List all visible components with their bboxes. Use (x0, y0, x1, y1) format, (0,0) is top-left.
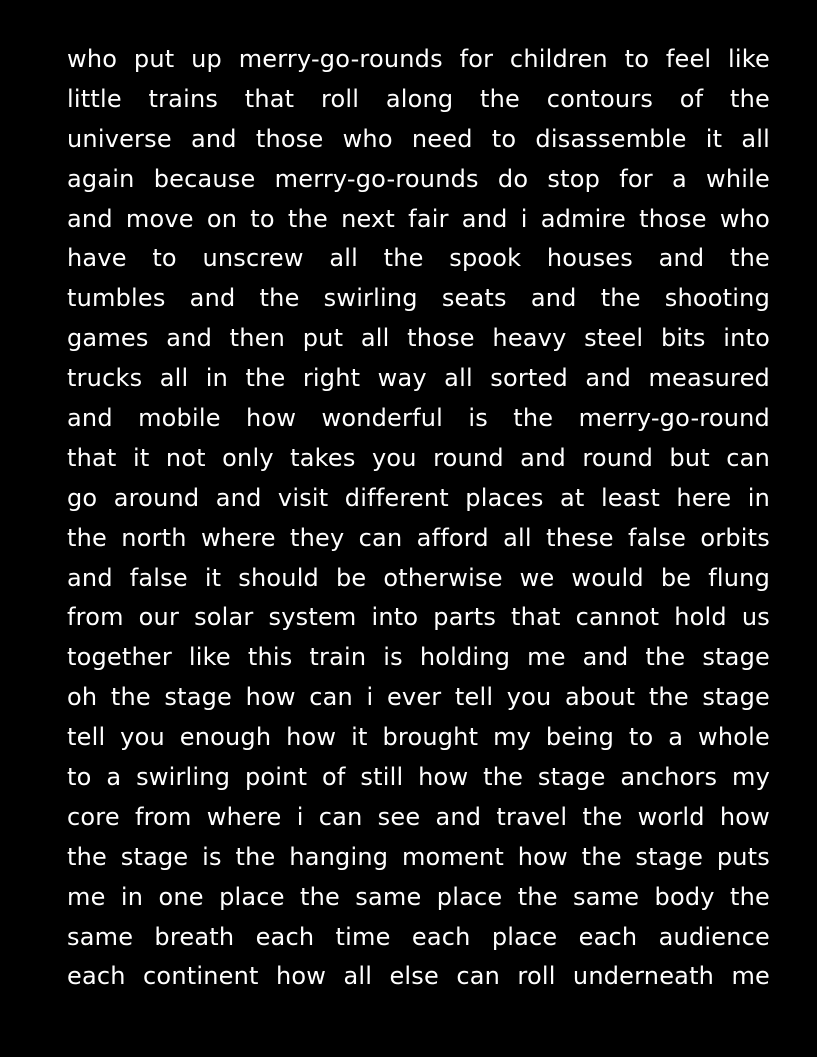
text-line: same breath each time each place each audience (67, 922, 770, 951)
text-line: together like this train is holding me and the stage (67, 643, 770, 672)
text-line: games and then put all those heavy steel bits into (67, 324, 770, 353)
text-line: again because merry-go-rounds do stop for a while (67, 164, 770, 193)
text-line: me in one place the same place the same body the (67, 882, 770, 911)
text-line: the stage is the hanging moment how the stage puts (67, 842, 770, 871)
text-line: tumbles and the swirling seats and the shooting (67, 284, 770, 313)
text-line: oh the stage how can i ever tell you about the stage (67, 683, 770, 712)
text-line: who put up merry-go-rounds for children to feel like (67, 45, 770, 73)
text-line: core from where i can see and travel the world how (67, 802, 770, 831)
text-line: tell you enough how it brought my being to a whole (67, 723, 770, 752)
body-text (67, 40, 770, 997)
text-line: each continent how all else can roll underneath me (67, 962, 770, 991)
text-line: trucks all in the right way all sorted and measured (67, 364, 770, 393)
text-line: and move on to the next fair and i admire those who (67, 204, 770, 233)
text-line: that it not only takes you round and round but can (67, 443, 770, 472)
text-line: and mobile how wonderful is the merry-go-round (67, 404, 770, 433)
text-line: universe and those who need to disassemble it all (67, 124, 770, 153)
text-line: and false it should be otherwise we would be flung (67, 563, 770, 592)
text-line: go around and visit different places at least here in (67, 483, 770, 512)
text-line: the north where they can afford all these false orbits (67, 523, 770, 552)
text-line: from our solar system into parts that cannot hold us (67, 603, 770, 632)
text-line: have to unscrew all the spook houses and the (67, 244, 770, 273)
text-line: little trains that roll along the contours of the (67, 84, 770, 113)
text-line: to a swirling point of still how the stage anchors my (67, 763, 770, 792)
